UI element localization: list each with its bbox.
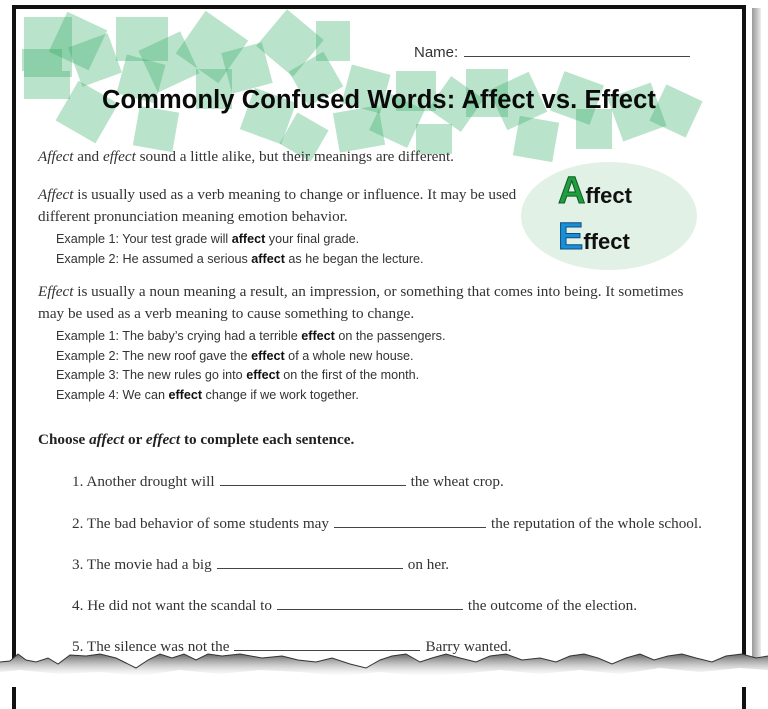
example-item: Example 4: We can effect change if we work together. (56, 387, 359, 402)
worksheet-page (12, 5, 746, 709)
green-squares-banner (16, 9, 742, 159)
affect-examples (56, 230, 424, 269)
answer-blank-2[interactable] (334, 513, 486, 528)
name-field[interactable] (414, 42, 690, 61)
question-3: 3. The movie had a big on her. (72, 556, 450, 573)
example-item: Example 1: The baby’s crying had a terrible effect on the passengers. (56, 329, 446, 343)
answer-blank-4[interactable] (277, 595, 463, 610)
answer-blank-3[interactable] (217, 554, 403, 569)
name-blank[interactable] (464, 42, 690, 57)
instructions: Choose affect or effect to complete each sentence. (38, 431, 355, 448)
letter-e-icon: E (558, 216, 584, 258)
page-shadow (752, 8, 761, 663)
effect-examples (56, 327, 445, 405)
torn-edge (0, 648, 768, 687)
answer-blank-1[interactable] (220, 471, 406, 486)
name-label: Name: (414, 44, 459, 61)
question-1: 1. Another drought will the wheat crop. (72, 473, 504, 490)
logo-effect: Effect (558, 216, 630, 258)
question-4: 4. He did not want the scandal to the outcome of the election. (72, 597, 638, 614)
example-item: Example 1: Your test grade will affect your final grade. (56, 232, 360, 246)
logo-affect: Affect (558, 170, 632, 212)
page-title: Commonly Confused Words: Affect vs. Effect (102, 86, 656, 114)
effect-definition: Effect is usually a noun meaning a result, an impression, or something that comes into being. It sometimes may be used as a verb meaning to cause something to change. (38, 283, 684, 322)
question-2: 2. The bad behavior of some students may the reputation of the whole school. (72, 515, 702, 532)
question-5: 5. The silence was not the Barry wanted. (72, 638, 512, 655)
letter-a-icon: A (558, 170, 586, 212)
intro-paragraph: Affect and effect sound a little alike, but their meanings are different. (38, 148, 454, 165)
example-item: Example 3: The new rules go into effect on the first of the month. (56, 368, 420, 382)
example-item: Example 2: The new roof gave the effect of a whole new house. (56, 348, 414, 363)
affect-definition: Affect is usually used as a verb meaning to change or influence. It may be used different pronunciation meaning emotion behavior. (38, 186, 517, 225)
example-item: Example 2: He assumed a serious affect as he began the lecture. (56, 251, 424, 266)
